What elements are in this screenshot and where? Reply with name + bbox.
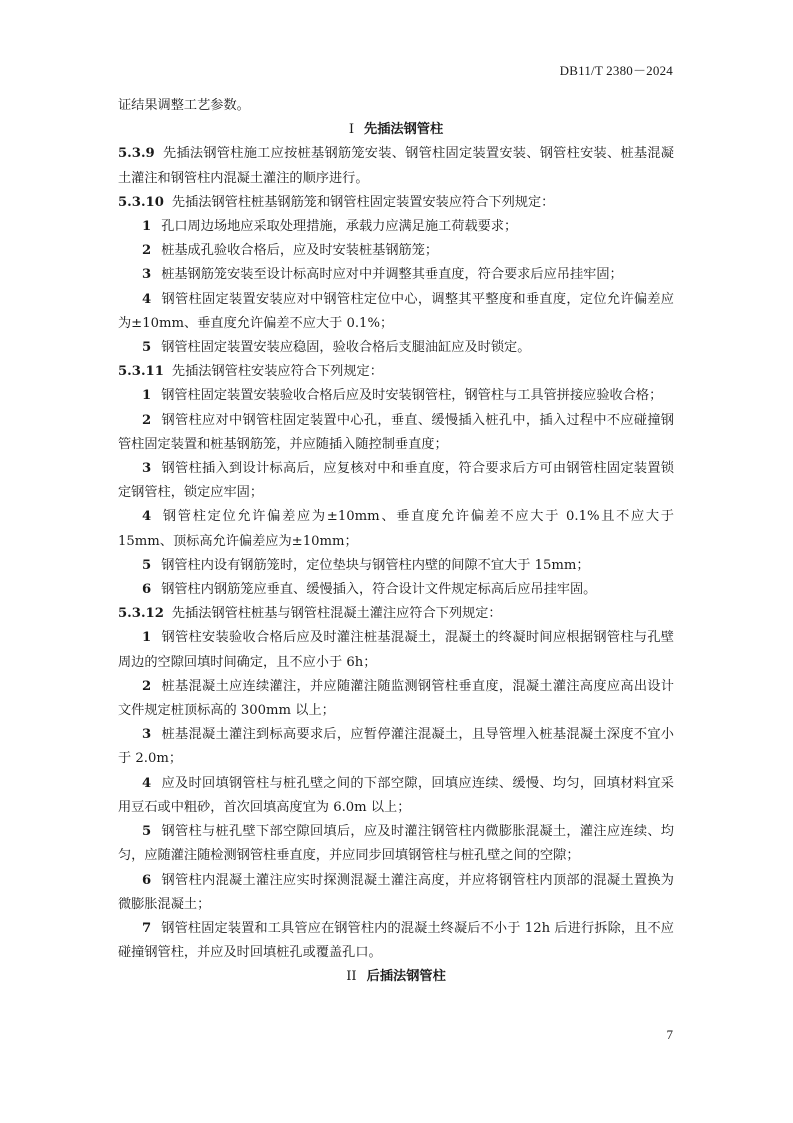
- item-number: 3: [142, 727, 152, 743]
- item-number: 3: [142, 461, 152, 477]
- clause-5-3-12: [118, 602, 674, 626]
- list-item: [118, 772, 674, 820]
- clause-number: 5.3.10: [118, 194, 164, 210]
- item-text: 钢管柱固定装置和工具管应在钢管柱内的混凝土终凝后不小于 12h 后进行拆除，且不应碰撞钢管柱，并应及时回填桩孔或覆盖孔口。: [118, 920, 674, 961]
- section-roman: II: [346, 969, 357, 985]
- item-number: 4: [142, 775, 152, 791]
- item-number: 2: [142, 243, 152, 259]
- list-item: [118, 505, 674, 553]
- list-item: [118, 215, 674, 239]
- section-heading-2: [118, 965, 674, 989]
- clause-5-3-9: [118, 142, 674, 190]
- item-number: 1: [142, 388, 152, 404]
- item-text: 钢管柱固定装置安装验收合格后应及时安装钢管柱，钢管柱与工具管拼接应验收合格；: [161, 388, 663, 404]
- list-item: [118, 675, 674, 723]
- list-item: [118, 288, 674, 336]
- item-text: 钢管柱内钢筋笼应垂直、缓慢插入，符合设计文件规定标高后应吊挂牢固。: [161, 582, 597, 598]
- item-number: 4: [142, 291, 152, 307]
- list-item: [118, 336, 674, 360]
- list-item: [118, 409, 674, 457]
- item-text: 应及时回填钢管柱与桩孔壁之间的下部空隙，回填应连续、缓慢、均匀，回填材料宜采用豆石或中粗砂，首次回填高度宜为 6.0m 以上；: [118, 775, 674, 815]
- section-heading-1: [118, 118, 674, 142]
- section-roman: I: [348, 122, 355, 138]
- clause-text: 先插法钢管柱桩基钢筋笼和钢管柱固定装置安装应符合下列规定：: [171, 194, 555, 210]
- item-text: 钢管柱应对中钢管柱固定装置中心孔，垂直、缓慢插入桩孔中，插入过程中不应碰撞钢管柱固定装置和桩基钢筋笼，并应随插入随控制垂直度；: [118, 412, 674, 452]
- item-text: 钢管柱插入到设计标高后，应复核对中和垂直度，符合要求后方可由钢管柱固定装置锁定钢管柱，锁定应牢固；: [118, 461, 674, 501]
- list-item: [118, 626, 674, 674]
- item-number: 4: [142, 509, 152, 525]
- item-text: 钢管柱内混凝土灌注应实时探测混凝土灌注高度，并应将钢管柱内顶部的混凝土置换为微膨胀混凝土；: [118, 872, 674, 912]
- item-text: 钢管柱固定装置安装应对中钢管柱定位中心，调整其平整度和垂直度，定位允许偏差应为±10mm、垂直度允许偏差不应大于 0.1%；: [118, 291, 674, 331]
- item-number: 5: [142, 557, 152, 573]
- item-number: 2: [142, 412, 152, 428]
- list-item: [118, 263, 674, 287]
- item-text: 孔口周边场地应采取处理措施，承载力应满足施工荷载要求；: [161, 219, 518, 235]
- item-text: 钢管柱安装验收合格后应及时灌注桩基混凝土，混凝土的终凝时间应根据钢管柱与孔壁周边的空隙回填时间确定，且不应小于 6h；: [118, 630, 674, 670]
- list-item: [118, 239, 674, 263]
- item-text: 钢管柱定位允许偏差应为±10mm、垂直度允许偏差不应大于 0.1%且不应大于 15mm、顶标高允许偏差应为±10mm；: [118, 509, 674, 549]
- lead-paragraph: 证结果调整工艺参数。: [118, 98, 250, 113]
- list-item: [118, 578, 674, 602]
- list-item: [118, 820, 674, 868]
- item-text: 钢管柱与桩孔壁下部空隙回填后，应及时灌注钢管柱内微膨胀混凝土，灌注应连续、均匀，应随灌注随检测钢管柱垂直度，并应同步回填钢管柱与桩孔壁之间的空隙；: [118, 824, 674, 864]
- list-item: [118, 384, 674, 408]
- item-number: 2: [142, 678, 152, 694]
- clause-text: 先插法钢管柱桩基与钢管柱混凝土灌注应符合下列规定：: [171, 606, 502, 622]
- list-item: [118, 457, 674, 505]
- item-text: 钢管柱固定装置安装应稳固，验收合格后支腿油缸应及时锁定。: [161, 340, 531, 356]
- item-number: 6: [142, 582, 152, 598]
- item-number: 1: [142, 219, 152, 235]
- section-title: 先插法钢管柱: [364, 122, 444, 138]
- clause-number: 5.3.9: [118, 146, 155, 162]
- item-text: 桩基钢筋笼安装至设计标高时应对中并调整其垂直度，符合要求后应吊挂牢固；: [161, 267, 623, 283]
- item-number: 5: [142, 824, 152, 840]
- item-number: 7: [142, 920, 152, 936]
- item-text: 钢管柱内设有钢筋笼时，定位垫块与钢管柱内壁的间隙不宜大于 15mm；: [161, 557, 590, 573]
- clause-5-3-11: [118, 360, 674, 384]
- item-text: 桩基混凝土灌注到标高要求后，应暂停灌注混凝土，且导管埋入桩基混凝土深度不宜小于 2.0m；: [118, 727, 674, 767]
- item-number: 1: [142, 630, 152, 646]
- clause-text: 先插法钢管柱安装应符合下列规定：: [171, 364, 383, 380]
- list-item: [118, 869, 674, 917]
- page-body: [118, 94, 674, 990]
- item-number: 6: [142, 872, 152, 888]
- list-item: [118, 917, 674, 965]
- list-item: [118, 554, 674, 578]
- clause-5-3-10: [118, 191, 674, 215]
- clause-number: 5.3.11: [118, 364, 164, 380]
- clause-number: 5.3.12: [118, 606, 164, 622]
- item-text: 桩基混凝土应连续灌注，并应随灌注随监测钢管柱垂直度，混凝土灌注高度应高出设计文件规定桩顶标高的 300mm 以上；: [118, 678, 674, 719]
- document-code: DB11/T 2380－2024: [559, 63, 673, 78]
- clause-text: 先插法钢管柱施工应按桩基钢筋笼安装、钢管柱固定装置安装、钢管柱安装、桩基混凝土灌注和钢管柱内混凝土灌注的顺序进行。: [118, 146, 674, 186]
- item-number: 5: [142, 340, 152, 356]
- list-item: [118, 723, 674, 771]
- item-number: 3: [142, 267, 152, 283]
- item-text: 桩基成孔验收合格后，应及时安装桩基钢筋笼；: [161, 243, 439, 259]
- page-number: 7: [666, 1027, 673, 1042]
- section-title: 后插法钢管柱: [366, 969, 446, 985]
